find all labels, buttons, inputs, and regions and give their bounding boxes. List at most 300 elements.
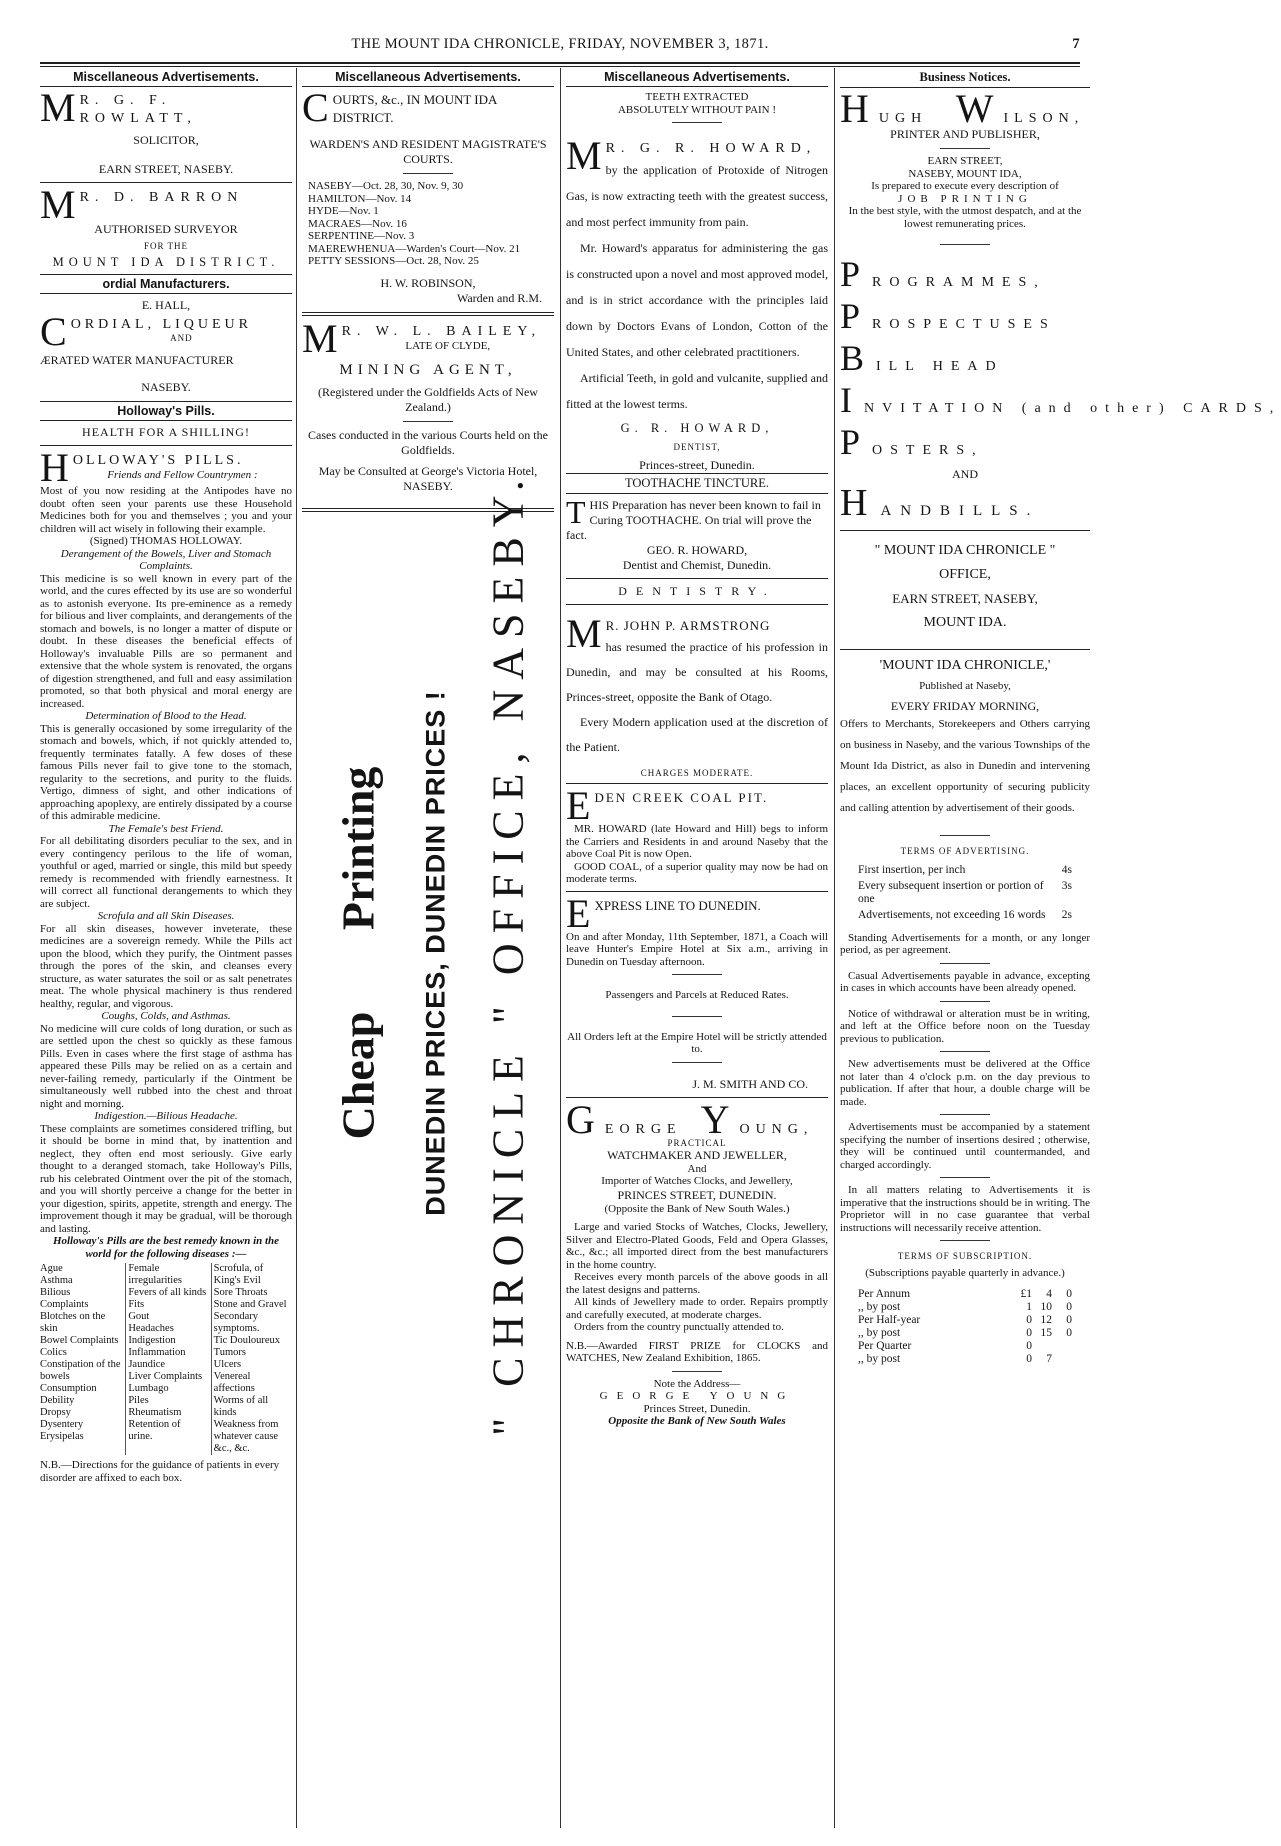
handbills-item (840, 482, 1090, 524)
subs-sub: (Subscriptions payable quarterly in advance.) (865, 1267, 1065, 1279)
teeth-line: ABSOLUTELY WITHOUT PAIN ! (617, 103, 777, 116)
drop-cap: M (40, 85, 76, 130)
disease-item: Dysentery (40, 1419, 84, 1430)
subheading: Coughs, Colds, and Asthmas. (101, 1010, 231, 1022)
street: PRINCES STREET, DUNEDIN. (617, 1187, 777, 1202)
masthead (40, 36, 1080, 53)
drop-cap: P (840, 422, 869, 462)
subs-label: Per Annum (858, 1287, 911, 1300)
section-header: Miscellaneous Advertisements. (40, 68, 292, 87)
office-line: " MOUNT IDA CHRONICLE " (874, 543, 1056, 558)
disease-item: Weakness from whatever cause (213, 1419, 279, 1442)
ad-title: OLLOWAY'S PILLS. (72, 453, 244, 468)
body-text: This is generally occasioned by some irregularity of the stomach and bowels, which, if not quickly attended to, frequently terminates fatally. A few doses of these famous Pills never fail to give tone to the stomach, regularity to the secretions, and purity to the fluids. Vertigo, dimness of sight, and other indications of approaching apoplexy, are entirely dissipated by a course of this admirable medicine. (40, 722, 292, 822)
disease-item: Fevers of all kinds (128, 1287, 207, 1298)
disease-item: Scrofula, of King's Evil (213, 1263, 264, 1286)
signature: G. R. HOWARD, (620, 421, 774, 435)
body-text: has resumed the practice of his profession in Dunedin, and may be consulted at his Rooms, Princes-street, opposite the Bank of Otago. (566, 640, 828, 704)
drop-cap: C (40, 309, 67, 354)
advertiser-late: LATE OF CLYDE, (405, 339, 491, 352)
town: NASEBY, MOUNT IDA, (908, 167, 1022, 180)
disease-item: Ague (40, 1263, 63, 1274)
drop-cap: H (40, 445, 69, 490)
service-item (840, 338, 1090, 378)
section-header: Miscellaneous Advertisements. (566, 68, 828, 87)
trade: WATCHMAKER AND JEWELLER, (607, 1147, 787, 1162)
divider (302, 312, 554, 316)
drop-cap: E (566, 890, 591, 936)
business-line: ÆRATED WATER MANUFACTURER (40, 353, 234, 367)
divider (940, 835, 990, 836)
rate-label: First insertion, per inch (858, 863, 966, 876)
subs-amount: £1 (1020, 1287, 1032, 1300)
divider (940, 1177, 990, 1178)
disease-item: Worms of all kinds (213, 1395, 269, 1418)
divider (940, 1240, 990, 1241)
consult: May be Consulted at George's Victoria Hotel, (318, 463, 538, 478)
disease-item: Tic Douloureux (213, 1335, 281, 1346)
published: Published at Naseby, (919, 680, 1011, 692)
subs-label: ,, by post (858, 1352, 901, 1365)
chronicle-title: 'MOUNT IDA CHRONICLE,' (879, 658, 1051, 673)
subs-label: ,, by post (858, 1300, 901, 1313)
subscription-terms (840, 1251, 1090, 1366)
body-text: Every Modern application used at the discretion of the Patient. (566, 715, 828, 754)
subheading: The Female's best Friend. (108, 822, 224, 835)
bailey-ad (302, 315, 554, 494)
drop-cap: E (566, 783, 591, 828)
body-text: Is prepared to execute every description of (871, 180, 1059, 192)
subs-row (840, 1314, 1090, 1327)
advertiser-district: MOUNT IDA DISTRICT. (52, 255, 280, 269)
chronicle-ad (840, 658, 1090, 819)
divider (940, 1114, 990, 1115)
subs-amount: 0 (1066, 1313, 1072, 1326)
column-4 (840, 68, 1281, 1828)
drop-cap: B (840, 338, 873, 378)
subs-price (1012, 1327, 1072, 1340)
drop-cap: C (302, 85, 329, 130)
rate-price: 3s (1061, 879, 1072, 892)
body-text: On and after Monday, 11th September, 1871, a Coach will leave Hunter's Empire Hotel at Six a.m., arriving in Dunedin on Tuesday afternoon. (566, 930, 828, 968)
eden-ad (566, 783, 828, 886)
advertiser-for: FOR THE (143, 241, 189, 251)
terms-rates (840, 864, 1090, 922)
court-row: PETTY SESSIONS—Oct. 28, Nov. 25 (308, 255, 479, 267)
drop-cap: T (566, 494, 586, 530)
page-number: 7 (1072, 36, 1080, 52)
disease-item: Colics (40, 1347, 67, 1358)
tincture-ad (566, 494, 828, 573)
printing-line-3: DUNEDIN PRICES, DUNEDIN PRICES ! (420, 689, 451, 1216)
body-text: No medicine will cure colds of long duration, or such as are settled upon the chest so quickly as these famous Pills. Even in cases where the first stage of asthma has appeared these Pills may be relied on as a certain and never-failing remedy, particularly if the Ointment be simultaneously well rubbed into the chest and throat night and morning. (40, 1022, 292, 1110)
disease-item: Jaundice (128, 1359, 166, 1370)
disease-item: Constipation of the bowels (40, 1359, 121, 1382)
disease-item: &c., &c. (213, 1443, 250, 1454)
subs-amount: 1 (1026, 1300, 1032, 1313)
divider (940, 1051, 990, 1052)
office-line: MOUNT IDA. (923, 615, 1007, 630)
signature: GEO. R. HOWARD, (646, 543, 748, 557)
subs-amount: 4 (1046, 1287, 1052, 1300)
divider (672, 974, 722, 975)
advertiser-name: R. W. L. BAILEY, (341, 323, 542, 339)
signer-title: Warden and R.M. (456, 290, 542, 305)
body-text: Large and varied Stocks of Watches, Clocks, Jewellery, Silver and Electro-Plated Goods, Feld and Opera Glasses, &c., &c.; all imported direct from the best manufacturers in the home country. (566, 1221, 828, 1271)
tagline: HEALTH FOR A SHILLING! (82, 425, 250, 439)
divider (672, 1371, 722, 1372)
body-text: by the application of Protoxide of Nitrogen Gas, is now extracting teeth with the greatest success, and most perfect immunity from pain. (566, 163, 828, 229)
subs-header: TERMS OF SUBSCRIPTION. (897, 1251, 1033, 1261)
column-divider (834, 68, 835, 1828)
disease-item: Bowel Complaints (40, 1335, 119, 1346)
office-block (840, 543, 1090, 631)
body-text: In the best style, with the utmost despatch, and at the lowest remunerating prices. (848, 205, 1082, 230)
address-name: GEORGE YOUNG (599, 1390, 795, 1402)
disease-item: Retention of urine. (128, 1419, 181, 1442)
column-divider (560, 68, 561, 1828)
court-schedule (302, 180, 554, 268)
court-row: MACRAES—Nov. 16 (308, 217, 407, 230)
disease-item: Female irregularities (128, 1263, 182, 1286)
body-text: For all debilitating disorders peculiar to the sex, and in every contingency perilous to the life of woman, youthful or aged, married or single, this mild but speedy remedy is recommended with friendly earnestness. It will correct all functional derangements to which they are subject. (40, 835, 292, 910)
dentistry-header: DENTISTRY. (618, 584, 776, 598)
disease-item: Headaches (128, 1323, 174, 1334)
terms-note: Advertisements must be accompanied by a statement specifying the number of insertions desired ; otherwise, they will be continued until countermanded, and charged accordingly. (840, 1121, 1090, 1171)
service-name: NVITATION (and other) CARDS, (864, 401, 1281, 416)
subheading: Scrofula and all Skin Diseases. (97, 910, 235, 922)
business-line: ORDIAL, LIQUEUR (70, 317, 253, 332)
drop-cap: H (840, 86, 875, 131)
disease-column (125, 1263, 206, 1455)
drop-cap: M (566, 133, 602, 178)
office-line: OFFICE, (939, 567, 991, 582)
masthead-rule (40, 62, 1080, 67)
rate-label: Every subsequent insertion or portion of one (858, 879, 1044, 905)
ad-title-word: UGH (878, 111, 928, 126)
court-row: MAEREWHENUA—Warden's Court—Nov. 21 (308, 242, 521, 255)
section-header: ordial Manufacturers. (40, 274, 292, 294)
office-line: EARN STREET, NASEBY, (892, 591, 1038, 606)
column-1 (40, 68, 292, 1828)
subs-price (1012, 1353, 1072, 1366)
town: NASEBY. (403, 478, 453, 493)
disease-item: Blotches on the skin (40, 1311, 106, 1334)
printing-line-1 (332, 766, 385, 1139)
terms-note: New advertisements must be delivered at the Office not later than 4 o'clock p.m. on the day previous to publication. If after that hour, a double charge will be made. (840, 1058, 1090, 1108)
printing-word: Cheap (332, 1011, 384, 1139)
divider (672, 1062, 722, 1063)
subs-price (1012, 1301, 1072, 1314)
terms-note: Notice of withdrawal or alteration must be in writing, and left at the Office before noon on the Tuesday previous to publication. (840, 1007, 1090, 1045)
proprietor-name: E. HALL, (141, 298, 191, 312)
disease-column (211, 1263, 292, 1455)
terms-note: Standing Advertisements for a month, or any longer period, as per agreement. (840, 931, 1090, 956)
rate-row (840, 909, 1090, 922)
column-2 (302, 68, 554, 1828)
subs-row (840, 1327, 1090, 1340)
section-header: Holloway's Pills. (40, 401, 292, 421)
address-label: Note the Address— (653, 1377, 741, 1390)
subs-label: Per Half-year (858, 1313, 921, 1326)
address: Princes-street, Dunedin. (639, 458, 755, 472)
terms-note: In all matters relating to Advertisements it is imperative that the instructions should be in writing. The Proprietor will in no case guarantee that verbal instructions will necessarily receive attention. (840, 1184, 1091, 1234)
body-text: For all skin diseases, however inveterate, these medicines are a sovereign remedy. While the Pills act upon the blood, which they purify, the Ointment passes through the pores of the skin, and cleanses every structure, as water saturates the soil or as salt penetrates meat. The whole physical machinery is thus rendered healthy, regular, and vigorous. (40, 922, 292, 1010)
address-street: Princes Street, Dunedin. (643, 1402, 751, 1415)
rate-row (840, 864, 1090, 877)
advertising-terms (840, 846, 1090, 1235)
divider (940, 148, 990, 149)
holloway-ad (40, 425, 292, 1484)
terms-note: Casual Advertisements payable in advance, excepting in cases in which accounts have been already opened. (840, 969, 1090, 994)
business-town: NASEBY. (141, 380, 191, 394)
divider (566, 1097, 828, 1098)
ad-title: XPRESS LINE TO DUNEDIN. (594, 897, 761, 913)
signature-role: Dentist and Chemist, Dunedin. (622, 558, 772, 572)
court-row: HAMILTON—Nov. 14 (308, 192, 412, 205)
teeth-line: TEETH EXTRACTED (645, 91, 749, 103)
job-printing: JOB PRINTING (898, 192, 1032, 205)
disease-item: Secondary symptoms. (213, 1311, 260, 1334)
and-label: AND (952, 467, 978, 481)
ad-title: DEN CREEK COAL PIT. (594, 790, 769, 805)
signature: J. M. SMITH AND CO. (692, 1076, 808, 1091)
service-item (840, 296, 1090, 336)
drop-cap: P (840, 254, 869, 294)
street: EARN STREET, (927, 155, 1003, 167)
ad-title: OURTS, &c., IN MOUNT IDA DISTRICT. (332, 92, 497, 125)
importer: Importer of Watches Clocks, and Jewellery, (601, 1175, 793, 1187)
disease-item: Indigestion (128, 1335, 176, 1346)
advertiser-title: SOLICITOR, (133, 133, 199, 147)
subs-amount: 12 (1040, 1313, 1052, 1326)
ad-title-word: ILSON, (1003, 111, 1085, 126)
service-name: ANDBILLS. (880, 503, 1040, 519)
disease-item: Stone and Gravel (213, 1299, 287, 1310)
subs-price (1012, 1340, 1072, 1353)
subheading: Derangement of the Bowels, Liver and Stomach Complaints. (60, 547, 272, 572)
disease-item: Bilious Complaints (40, 1287, 89, 1310)
service-name: ROSPECTUSES (872, 317, 1056, 332)
registration: (Registered under the Goldfields Acts of New Zealand.) (318, 384, 538, 414)
terms-header: TERMS OF ADVERTISING. (900, 845, 1030, 856)
body-text: Offers to Merchants, Storekeepers and Others carrying on business in Naseby, and the various Townships of the Mount Ida District, as also in Dunedin and intervening places, an excellent opportunity of securing publicity and calling attention by advertisement of their goods. (840, 717, 1090, 814)
divider (940, 1001, 990, 1002)
divider (672, 1016, 722, 1017)
disease-item: Debility (40, 1395, 75, 1406)
ad-subtitle: WARDEN'S AND RESIDENT MAGISTRATE'S COURTS. (309, 137, 547, 166)
subs-amount: 0 (1026, 1352, 1032, 1365)
disease-item: Lumbago (128, 1383, 169, 1394)
body-text: GOOD COAL, of a superior quality may now be had on moderate terms. (566, 860, 828, 885)
body-text: Artificial Teeth, in gold and vulcanite, supplied and fitted at the lowest terms. (566, 371, 828, 411)
section-header: Miscellaneous Advertisements. (302, 68, 554, 87)
subheading: Holloway's Pills are the best remedy known in the world for the following diseases :— (52, 1235, 280, 1260)
drop-cap: M (40, 182, 76, 227)
disease-item: Rheumatism (128, 1407, 182, 1418)
subs-label: ,, by post (858, 1326, 901, 1339)
service-item (840, 422, 1090, 462)
divider (566, 578, 828, 579)
disease-item: Fits (128, 1299, 145, 1310)
advertiser-name: R. G. F. ROWLATT, (79, 93, 197, 126)
subs-amount: 7 (1046, 1352, 1052, 1365)
subs-row (840, 1353, 1090, 1366)
cases: Cases conducted in the various Courts held on the Goldfields. (308, 427, 548, 457)
drop-cap: I (840, 380, 860, 420)
divider (566, 891, 828, 892)
advertiser-title: AUTHORISED SURVEYOR (94, 222, 238, 236)
disease-column (40, 1263, 121, 1455)
divider (403, 421, 453, 422)
service-list (840, 254, 1281, 462)
body-text: HIS Preparation has never been known to fail in Curing TOOTHACHE. On trial will prove the fact. (566, 498, 821, 542)
rate-price: 4s (1061, 863, 1072, 876)
cordial-ad (40, 298, 292, 395)
body-text: This medicine is so well known in every part of the world, and the cures effected by its use are so wonderful as to astonish everyone. Its pre-eminence as a remedy for bilious and liver complaints, and derangements of the stomach and bowels, is no longer a matter of dispute or doubt. In these diseases the beneficial effects of Holloway's invaluable Pills are so permanent and extensive that the whole system is renovated, the organs of digestion strengthened, and full and easy assimilation promoted, so that both physical and moral energy are increased. (40, 572, 292, 710)
printing-word: Printing (332, 766, 384, 930)
opposite: (Opposite the Bank of New South Wales.) (604, 1202, 790, 1215)
practical: PRACTICAL (667, 1137, 727, 1148)
drop-cap: P (840, 296, 869, 336)
subs-amount: 0 (1026, 1326, 1032, 1339)
body-text: Most of you now residing at the Antipodes have no doubt often seen your parents use these Household Medicines both for you and themselves ; you and your children will act wisely in following their example. (40, 485, 292, 535)
disease-item: Piles (128, 1395, 149, 1406)
subs-price (1012, 1314, 1072, 1327)
disease-item: Sore Throats (213, 1287, 268, 1298)
subs-amount: 10 (1040, 1300, 1052, 1313)
court-row: HYDE—Nov. 1 (308, 205, 379, 217)
charges: CHARGES MODERATE. (640, 768, 754, 778)
rate-label: Advertisements, not exceeding 16 words (858, 908, 1046, 921)
address-opposite: Opposite the Bank of New South Wales (608, 1415, 786, 1427)
subs-rates (840, 1288, 1090, 1366)
disease-item: Liver Complaints (128, 1371, 203, 1382)
body-text: All kinds of Jewellery made to order. Repairs promptly and carefully executed, at moderate charges. (566, 1296, 828, 1321)
wilson-ad (840, 86, 1090, 230)
subs-row (840, 1288, 1090, 1301)
and-label: And (687, 1162, 707, 1175)
subs-label: Per Quarter (858, 1339, 912, 1352)
rate-row (840, 880, 1090, 906)
drop-cap: M (302, 315, 338, 361)
armstrong-ad (566, 611, 828, 778)
service-name: ILL HEAD (876, 359, 1004, 374)
express-ad (566, 890, 828, 1092)
every-friday: EVERY FRIDAY MORNING, (890, 698, 1040, 713)
disease-item: Inflammation (128, 1347, 186, 1358)
printing-line-4: " CHRONICLE " OFFICE, NASEBY. (483, 469, 533, 1436)
advertiser-name: R. D. BARRON (79, 190, 244, 205)
section-header: TOOTHACHE TINCTURE. (566, 473, 828, 494)
divider (840, 649, 1090, 650)
disease-item: Venereal affections (213, 1371, 255, 1394)
advertiser-address: EARN STREET, NASEBY. (98, 162, 234, 176)
drop-cap: G (566, 1096, 601, 1142)
disease-item: Asthma (40, 1275, 73, 1286)
body-text: MR. HOWARD (late Howard and Hill) begs to inform the Carriers and Residents in and around Naseby that the above Coal Pit is now Open. (566, 823, 828, 860)
subs-row (840, 1301, 1090, 1314)
drop-cap: W (955, 86, 1000, 131)
disease-item: Erysipelas (40, 1431, 84, 1442)
service-name: OSTERS, (872, 443, 984, 458)
advertiser-title: MINING AGENT, (339, 361, 517, 378)
masthead-title: THE MOUNT IDA CHRONICLE, FRIDAY, NOVEMBER 3, 1871. (351, 36, 769, 52)
advertiser-name: R. G. R. HOWARD, (605, 141, 817, 156)
body-text: Mr. Howard's apparatus for administering the gas is constructed upon a novel and most approved model, and is in strict accordance with the principles laid down by Doctors Evans of London, Cotton of the United States, and other celebrated practitioners. (566, 241, 828, 359)
body-text: All Orders left at the Empire Hotel will be strictly attended to. (567, 1030, 827, 1055)
award-note: N.B.—Awarded FIRST PRIZE for CLOCKS and WATCHES, New Zealand Exhibition, 1865. (566, 1339, 828, 1364)
signature: (Signed) THOMAS HOLLOWAY. (89, 535, 243, 547)
subs-price (1012, 1288, 1072, 1301)
subs-amount: 0 (1026, 1313, 1032, 1326)
signer: H. W. ROBINSON, (380, 275, 476, 290)
subs-amount: 0 (1066, 1326, 1072, 1339)
ad-title-word: OUNG, (739, 1121, 814, 1137)
disease-item: Tumors (213, 1347, 246, 1358)
drop-cap: H (840, 482, 877, 524)
divider (566, 604, 828, 605)
divider (940, 963, 990, 964)
column-3 (566, 68, 828, 1828)
service-item (840, 254, 1090, 294)
business-and: AND (170, 333, 193, 343)
drop-cap: Y (700, 1096, 736, 1142)
service-name: ROGRAMMES, (872, 275, 1046, 290)
subs-amount: 0 (1066, 1287, 1072, 1300)
divider (403, 173, 453, 174)
subheading: Determination of Blood to the Head. (85, 710, 247, 722)
divider (840, 530, 1090, 531)
barron-ad (40, 182, 292, 270)
courts-ad (302, 85, 554, 306)
divider (940, 244, 990, 245)
ad-title-word: EORGE (604, 1121, 682, 1137)
divider (672, 122, 722, 123)
disease-item: Dropsy (40, 1407, 71, 1418)
court-row: NASEBY—Oct. 28, 30, Nov. 9, 30 (308, 180, 464, 192)
advertiser-name: R. JOHN P. ARMSTRONG (605, 618, 771, 633)
young-ad (566, 1096, 828, 1428)
body-text: These complaints are sometimes considered trifling, but it should be borne in mind that, by inattention and neglect, they often end most seriously. Give early thought to a deranged stomach, take Holloway's Pills, rub his celebrated Ointment over the pit of the stomach, and you will shortly perceive a change for the better in your digestion, spirits, appetite, strength and energy. The improvement though it may be gradual, will be thorough and lasting. (40, 1122, 292, 1235)
body-text: Receives every month parcels of the above goods in all the latest designs and patterns. (566, 1271, 828, 1296)
signature-role: DENTIST, (673, 442, 721, 452)
rate-price: 2s (1061, 908, 1072, 921)
section-header: Business Notices. (840, 68, 1090, 88)
disease-item: Consumption (40, 1383, 97, 1394)
court-row: SERPENTINE—Nov. 3 (308, 230, 415, 242)
body-text: Orders from the country punctually attended to. (574, 1321, 784, 1333)
divider (566, 783, 828, 784)
service-item (840, 380, 1281, 420)
disease-item: Ulcers (213, 1359, 242, 1370)
rowlatt-ad (40, 85, 292, 177)
body-text: Passengers and Parcels at Reduced Rates. (605, 989, 789, 1001)
subs-amount: 0 (1066, 1300, 1072, 1313)
drop-cap: M (566, 611, 602, 656)
subs-amount: 15 (1040, 1326, 1052, 1339)
subs-row (840, 1340, 1090, 1353)
footnote: N.B.—Directions for the guidance of patients in every disorder are affixed to each box. (40, 1459, 280, 1484)
subheading: Indigestion.—Bilious Headache. (94, 1110, 238, 1122)
subs-amount: 0 (1026, 1339, 1032, 1352)
disease-item: Gout (128, 1311, 150, 1322)
disease-list (40, 1263, 292, 1455)
howard-ad (566, 133, 828, 473)
column-divider (296, 68, 297, 1828)
salutation: Friends and Fellow Countrymen : (107, 469, 258, 481)
divider (40, 445, 292, 446)
